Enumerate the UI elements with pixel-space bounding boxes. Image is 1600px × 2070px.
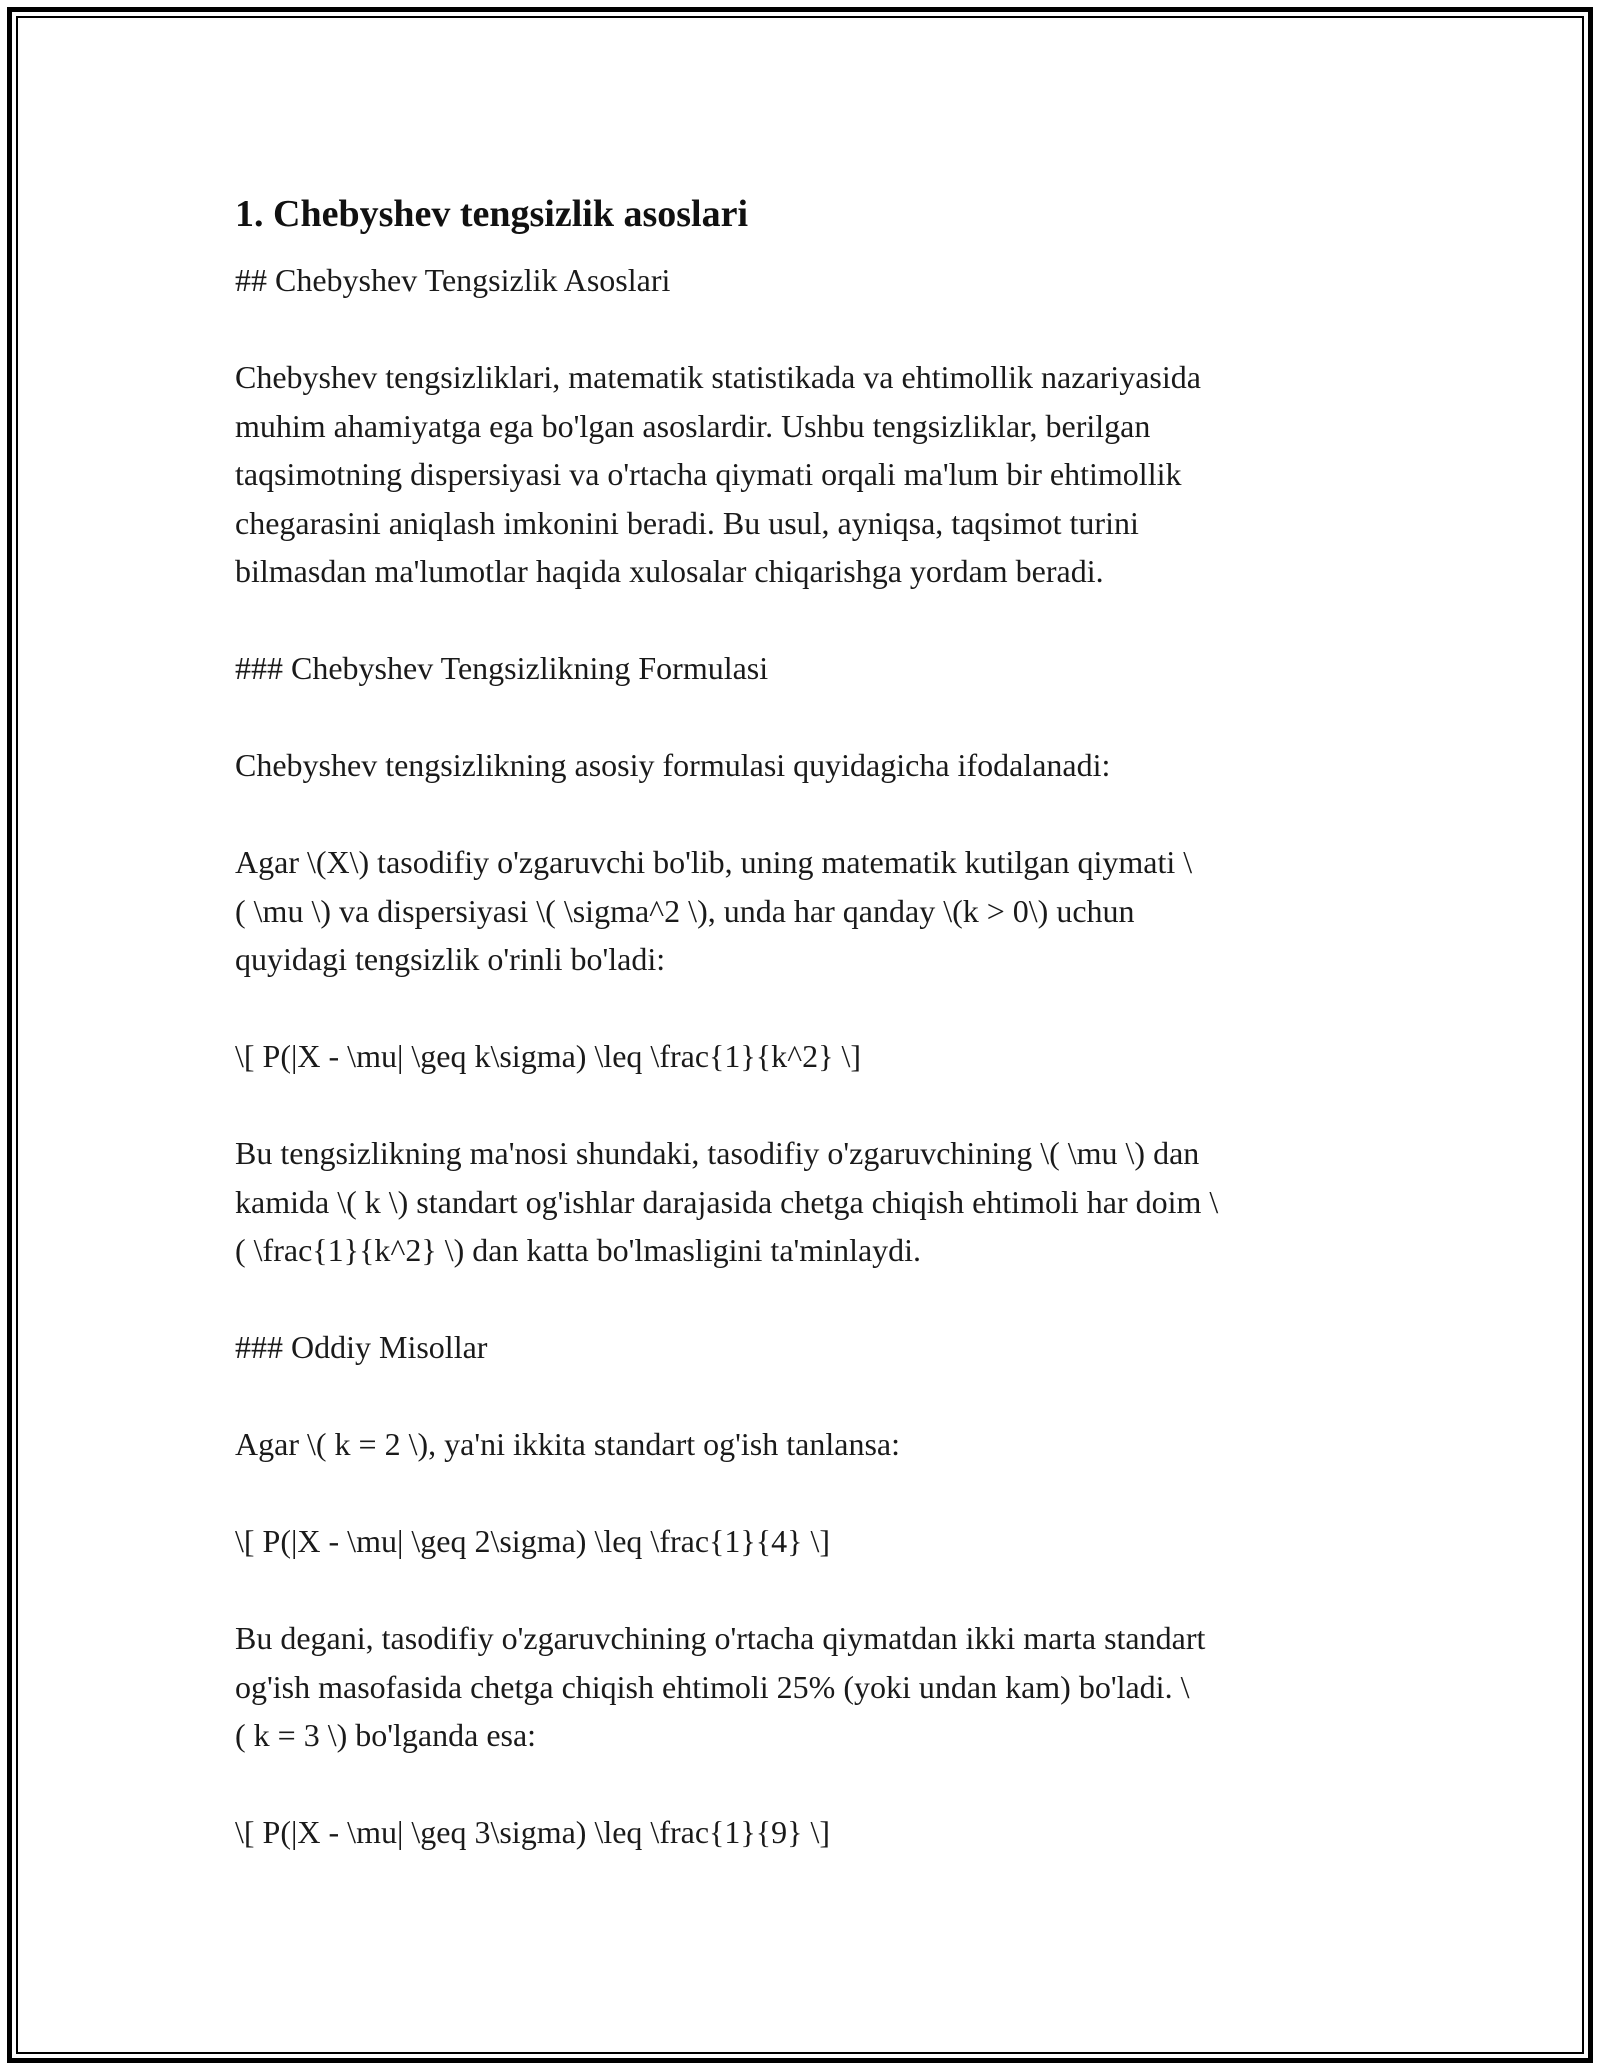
markdown-heading-examples: ### Oddiy Misollar [235, 1329, 488, 1365]
spacer [235, 1760, 1375, 1809]
spacer [235, 1469, 1375, 1518]
spacer [235, 984, 1375, 1033]
formula-general: \[ P(|X - \mu| \geq k\sigma) \leq \frac{1}{k^2} \] [235, 1038, 862, 1074]
spacer [235, 1081, 1375, 1130]
intro-paragraph: Chebyshev tengsizliklari, matematik statistikada va ehtimollik nazariyasida muhim ahamiyatga ega bo'lgan asoslardir. Ushbu tengsizliklar, berilgan taqsimotning dispersiyasi va o'rtacha qiymati orqali ma'lum bir ehtimollik chegarasini aniqlash imkonini beradi. Bu usul, ayniqsa, taqsimot turini bilmasdan ma'lumotlar haqida xulosalar chiqarishga yordam beradi. [235, 359, 1201, 589]
spacer [235, 1275, 1375, 1324]
spacer [235, 242, 1375, 256]
example-k3-paragraph: Bu degani, tasodifiy o'zgaruvchining o'rtacha qiymatdan ikki marta standart og'ish masofasida chetga chiqish ehtimoli 25% (yoki undan kam) bo'ladi. \ ( k = 3 \) bo'lganda esa: [235, 1620, 1206, 1753]
document-title: 1. Chebyshev tengsizlik asoslari [235, 193, 749, 235]
formula-intro-paragraph: Chebyshev tengsizlikning asosiy formulasi quyidagicha ifodalanadi: [235, 747, 1111, 783]
spacer [235, 596, 1375, 645]
markdown-heading-h2: ## Chebyshev Tengsizlik Asoslari [235, 262, 671, 298]
document-body [235, 186, 1375, 1857]
meaning-paragraph: Bu tengsizlikning ma'nosi shundaki, tasodifiy o'zgaruvchining \( \mu \) dan kamida \( k \) standart og'ishlar darajasida chetga chiqish ehtimoli har doim \ ( \frac{1}{k^2} \) dan katta bo'lmasligini ta'minlaydi. [235, 1135, 1219, 1268]
definition-paragraph: Agar \(X\) tasodifiy o'zgaruvchi bo'lib, uning matematik kutilgan qiymati \ ( \mu \) va dispersiyasi \( \sigma^2 \), unda har qanday \(k > 0\) uchun quyidagi tengsizlik o'rinli bo'ladi: [235, 844, 1193, 977]
example-k2-paragraph: Agar \( k = 2 \), ya'ni ikkita standart og'ish tanlansa: [235, 1426, 900, 1462]
spacer [235, 693, 1375, 742]
spacer [235, 790, 1375, 839]
spacer [235, 305, 1375, 354]
spacer [235, 1372, 1375, 1421]
formula-k3: \[ P(|X - \mu| \geq 3\sigma) \leq \frac{1}{9} \] [235, 1814, 831, 1850]
markdown-heading-formula: ### Chebyshev Tengsizlikning Formulasi [235, 650, 769, 686]
formula-k2: \[ P(|X - \mu| \geq 2\sigma) \leq \frac{1}{4} \] [235, 1523, 831, 1559]
spacer [235, 1566, 1375, 1615]
